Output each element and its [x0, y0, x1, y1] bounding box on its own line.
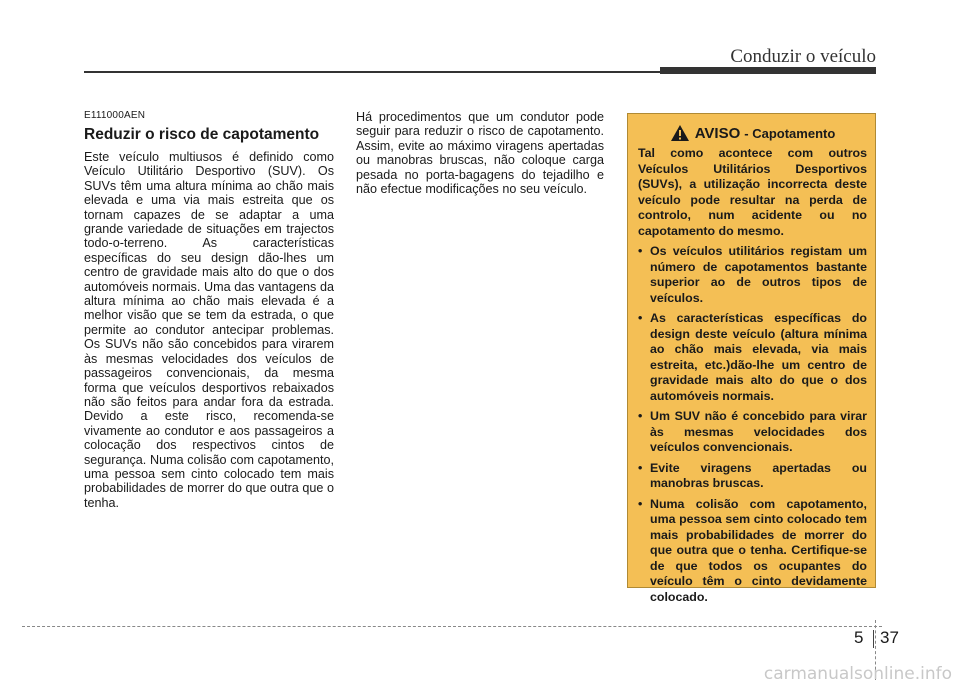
bullet: •: [638, 311, 643, 325]
warning-subtitle: - Capotamento: [744, 125, 836, 141]
warning-list-item: • Um SUV não é concebido para virar às mesmas velocidades dos veículos convencionais.: [638, 409, 867, 454]
warning-list-item: • As características específicas do design deste veículo (altura mínima ao chão mais elevada, via mais estreita, etc.)dão-lhe um centro de gravidade mais alto do que o dos automóveis normais.: [638, 311, 867, 403]
warning-triangle-icon: [670, 124, 690, 142]
warning-box: [627, 113, 876, 604]
section-code: E111000AEN: [84, 110, 146, 121]
left-column: [84, 110, 334, 510]
bullet: •: [638, 409, 643, 423]
warning-list-item: • Evite viragens apertadas ou manobras bruscas.: [638, 460, 867, 490]
header-rule-accent: [660, 67, 876, 74]
warning-list-item: • Os veículos utilitários registam um número de capotamentos bastante superior ao de outros tipos de veículos.: [638, 244, 867, 305]
section-body-continued: Há procedimentos que um condutor pode seguir para reduzir o risco de capotamento. Assim, evite ao máximo viragens apertadas ou manobras bruscas, não coloque carga pesada no porta-bagagens do tejadilho e não efectue modificações no seu veículo.: [356, 110, 604, 197]
warning-list-item: • Numa colisão com capotamento, uma pessoa sem cinto colocado tem mais probabilidades de morrer do que outra que o tenha. Certifique-se de que todos os ocupantes do veículo têm o cinto devidamente colocado.: [638, 496, 867, 604]
warning-header: [638, 124, 867, 142]
watermark: carmanualsonline.info: [763, 664, 952, 684]
section-body: Este veículo multiusos é definido como Veículo Utilitário Desportivo (SUV). Os SUVs têm uma altura mínima ao chão mais elevada e uma via mais estreita que os tornam capazes de se adaptar a uma grande variedade de situações em trajectos todo-o-terreno. As características específicas do seu design dão-lhes um centro de gravidade mais alto do que o dos automóveis normais. Uma das vantagens da altura mínima ao chão mais elevada é a melhor visão que se tem da estrada, o que permite ao condutor antecipar problemas. Os SUVs não são concebidos para virarem às mesmas velocidades dos veículos de passageiros convencionais, da mesma forma que veículos desportivos rebaixados não são feitos para andar fora da estrada. Devido a este risco, recomenda-se vivamente ao condutor e aos passageiros a colocação dos respectivos cintos de segurança. Numa colisão com capotamento, uma pessoa sem cinto colocado tem mais probabilidades de morrer do que outra que o tenha.: [84, 150, 334, 510]
warning-intro: Tal como acontece com outros Veículos Utilitários Desportivos (SUVs), a utilização incorrecta deste veículo pode resultar na perda de controlo, num acidente ou no capotamento do mesmo.: [638, 146, 867, 238]
section-title: Reduzir o risco de capotamento: [84, 126, 320, 143]
running-header-title: Conduzir o veículo: [730, 46, 876, 67]
header-rule: [84, 71, 660, 73]
warning-list: [638, 244, 867, 605]
page-number: 37: [880, 628, 899, 647]
warning-title: AVISO: [694, 124, 741, 142]
page-number-separator: [873, 630, 874, 648]
footer-rule: [22, 626, 882, 627]
chapter-number: 5: [854, 628, 864, 647]
middle-column: [356, 110, 604, 196]
bullet: •: [638, 496, 643, 511]
bullet: •: [638, 244, 643, 258]
bullet: •: [638, 460, 643, 475]
